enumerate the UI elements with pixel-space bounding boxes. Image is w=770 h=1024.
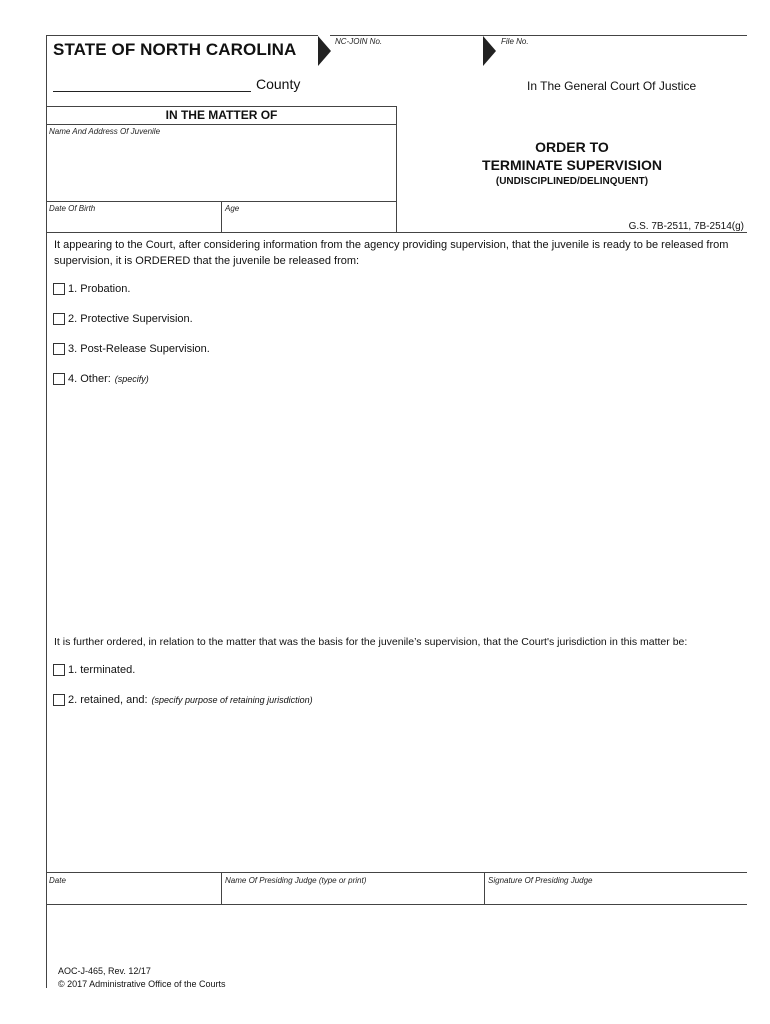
option-probation-label: 1. Probation. xyxy=(68,283,131,295)
dob-field[interactable] xyxy=(48,214,220,231)
form-title-line3: (UNDISCIPLINED/DELINQUENT) xyxy=(495,176,649,187)
judge-name-label: Name Of Presiding Judge (type or print) xyxy=(225,876,367,885)
file-arrow-icon xyxy=(483,36,496,66)
file-number-field[interactable] xyxy=(498,48,746,68)
release-intro-paragraph: It appearing to the Court, after considering information from the agency providing supervision, that the juvenile is ready to be released from supervision, it is ORDERED that the juvenile be released from: xyxy=(54,239,729,267)
court-label: In The General Court Of Justice xyxy=(527,79,697,93)
state-title: STATE OF NORTH CAROLINA xyxy=(53,40,297,59)
matter-heading-divider xyxy=(46,124,396,125)
frame-left-border xyxy=(46,35,47,988)
form-title-line2: TERMINATE SUPERVISION xyxy=(482,157,662,173)
jurisdiction-option-terminated[interactable] xyxy=(53,664,135,676)
frame-top-border-right xyxy=(330,35,747,36)
statute-reference: G.S. 7B-2511, 7B-2514(g) xyxy=(628,221,744,232)
ncjoin-label: NC-JOIN No. xyxy=(335,37,383,46)
signature-bottom-border xyxy=(46,904,747,905)
option-other-specify: (specify) xyxy=(114,374,149,384)
judge-name-field[interactable] xyxy=(224,886,482,903)
matter-heading: IN THE MATTER OF xyxy=(165,108,278,122)
judge-signature-field[interactable] xyxy=(487,886,745,903)
date-field[interactable] xyxy=(48,886,220,903)
jurisdiction-option-retained[interactable] xyxy=(53,694,313,706)
date-label: Date xyxy=(49,876,66,885)
other-specify-area[interactable] xyxy=(54,392,744,627)
copyright: © 2017 Administrative Office of the Courts xyxy=(58,979,226,989)
checkbox-other[interactable] xyxy=(53,373,65,385)
name-address-field[interactable] xyxy=(48,138,394,200)
county-underline[interactable] xyxy=(53,91,251,92)
ncjoin-field[interactable] xyxy=(332,48,482,68)
frame-top-border xyxy=(46,35,318,36)
jurisdiction-retained-label: 2. retained, and: xyxy=(68,694,148,706)
dob-label: Date Of Birth xyxy=(49,204,96,213)
jurisdiction-terminated-label: 1. terminated. xyxy=(68,664,136,676)
county-label: County xyxy=(256,76,301,92)
checkbox-retained[interactable] xyxy=(53,694,65,706)
option-post-release-supervision-label: 3. Post-Release Supervision. xyxy=(68,343,210,355)
jurisdiction-retained-specify: (specify purpose of retaining jurisdiction) xyxy=(151,695,313,705)
age-label: Age xyxy=(225,204,240,213)
jurisdiction-paragraph: It is further ordered, in relation to the matter that was the basis for the juvenile’s supervision, that the Court's jurisdiction in this matter be: xyxy=(54,636,688,648)
judge-signature-label: Signature Of Presiding Judge xyxy=(488,876,593,885)
checkbox-post-release-supervision[interactable] xyxy=(53,343,65,355)
matter-top-border xyxy=(46,106,396,107)
form-title-line1: ORDER TO xyxy=(535,139,609,155)
option-other-label: 4. Other: xyxy=(68,373,111,385)
option-post-release-supervision[interactable] xyxy=(53,343,210,355)
form-id: AOC-J-465, Rev. 12/17 xyxy=(58,966,151,976)
option-other[interactable] xyxy=(53,373,149,385)
date-name-divider xyxy=(221,872,222,904)
option-probation[interactable] xyxy=(53,283,130,295)
file-label: File No. xyxy=(501,37,529,46)
name-address-label: Name And Address Of Juvenile xyxy=(49,127,161,136)
retained-purpose-area[interactable] xyxy=(54,712,744,867)
option-protective-supervision-label: 2. Protective Supervision. xyxy=(68,313,193,325)
checkbox-protective-supervision[interactable] xyxy=(53,313,65,325)
checkbox-terminated[interactable] xyxy=(53,664,65,676)
matter-bottom-border xyxy=(46,232,747,233)
checkbox-probation[interactable] xyxy=(53,283,65,295)
dob-age-divider xyxy=(221,201,222,232)
age-field[interactable] xyxy=(224,214,394,231)
ncjoin-arrow-icon xyxy=(318,36,331,66)
name-signature-divider xyxy=(484,872,485,904)
option-protective-supervision[interactable] xyxy=(53,313,193,325)
signature-top-border xyxy=(46,872,747,873)
